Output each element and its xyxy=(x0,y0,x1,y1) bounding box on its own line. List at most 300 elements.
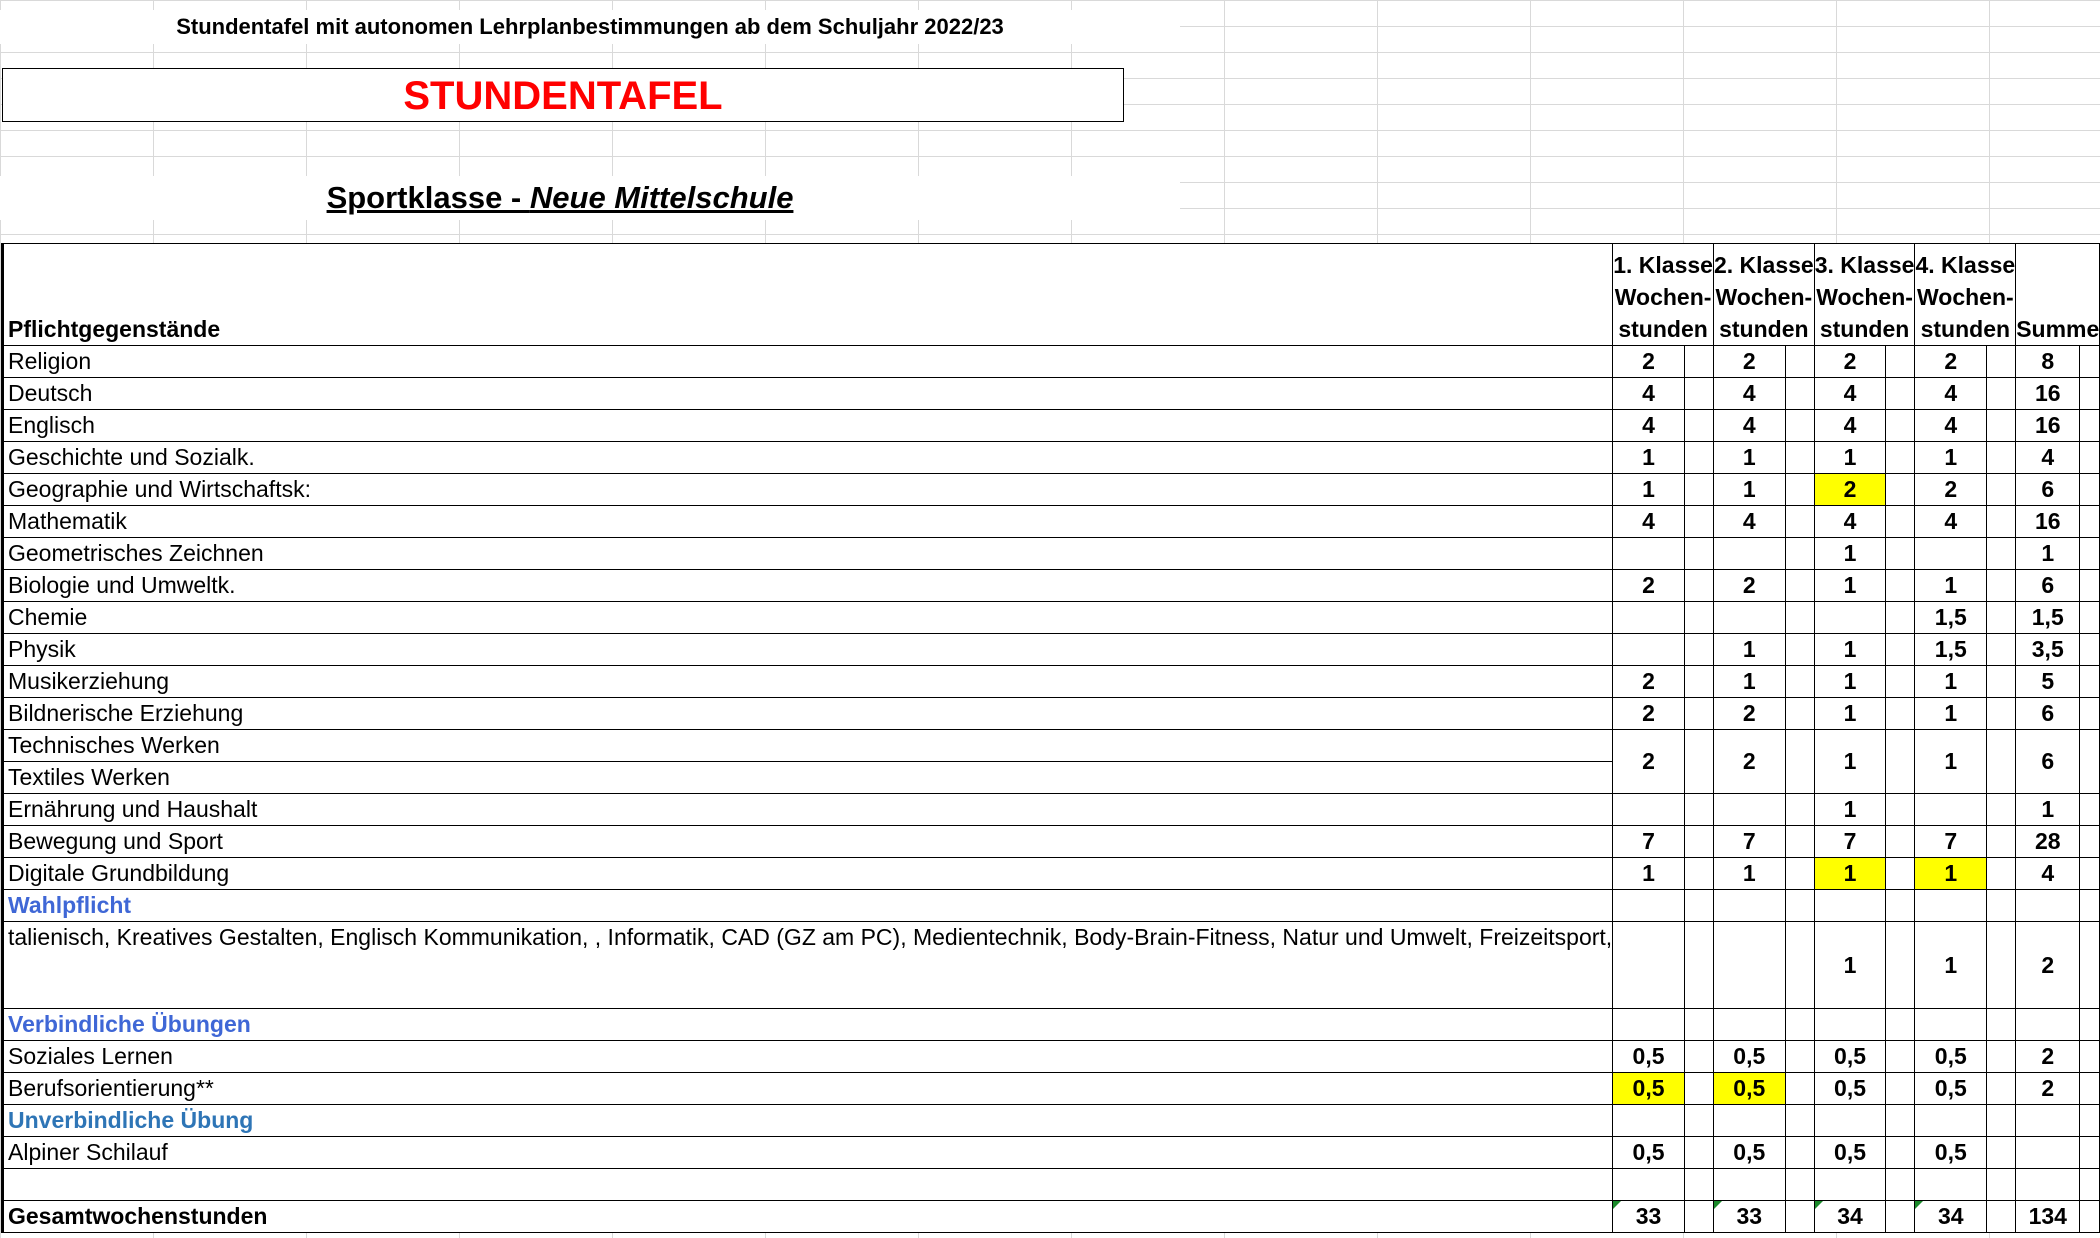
subtitle-part-b: Neue Mittelschule xyxy=(529,180,794,215)
cell-k3-highlighted[interactable]: 2 xyxy=(1814,474,1886,506)
cell-spacer[interactable] xyxy=(1886,378,1915,410)
cell-spacer[interactable] xyxy=(1987,442,2016,474)
header-class-4-line1: 4. Klasse xyxy=(1915,252,2016,278)
table-row xyxy=(3,634,2100,666)
cell-spacer[interactable] xyxy=(1684,570,1713,602)
cell-k3[interactable] xyxy=(1814,602,1886,634)
cell-k2[interactable]: 4 xyxy=(1713,378,1785,410)
cell-empty[interactable] xyxy=(1713,1105,1785,1137)
main-title: STUNDENTAFEL xyxy=(2,68,1124,122)
cell-spacer[interactable] xyxy=(1785,698,1814,730)
cell-k4[interactable]: 0,5 xyxy=(1915,1041,1987,1073)
cell-k4[interactable]: 1 xyxy=(1915,698,1987,730)
cell-spacer[interactable] xyxy=(1886,1041,1915,1073)
cell-spacer[interactable] xyxy=(1785,666,1814,698)
table-row xyxy=(3,666,2100,698)
cell-spacer[interactable] xyxy=(1684,794,1713,826)
header-subjects: Pflichtgegenstände xyxy=(3,244,1613,346)
cell-k4[interactable]: 0,5 xyxy=(1915,1137,1987,1169)
table-row xyxy=(3,730,2100,762)
cell-spacer[interactable] xyxy=(1785,1201,1814,1233)
cell-empty[interactable] xyxy=(2016,1169,2080,1201)
cell-spacer[interactable] xyxy=(1987,602,2016,634)
cell-spacer[interactable] xyxy=(1886,474,1915,506)
cell-spacer[interactable] xyxy=(1886,1105,1915,1137)
cell-empty[interactable] xyxy=(1613,890,1685,922)
cell-spacer[interactable] xyxy=(2080,378,2100,410)
subject-label: Biologie und Umweltk. xyxy=(3,570,1613,602)
cell-k2[interactable]: 1 xyxy=(1713,634,1785,666)
cell-spacer[interactable] xyxy=(1785,826,1814,858)
cell-spacer[interactable] xyxy=(1886,858,1915,890)
cell-spacer[interactable] xyxy=(1886,506,1915,538)
total-k2[interactable] xyxy=(1713,1201,1785,1233)
table-row xyxy=(3,1073,2100,1105)
section-title-wahlpflicht: Wahlpflicht xyxy=(3,890,1613,922)
cell-k3[interactable]: 1 xyxy=(1814,538,1886,570)
cell-k4[interactable]: 1 xyxy=(1915,570,1987,602)
section-row-verbindlich xyxy=(3,1009,2100,1041)
cell-k4[interactable]: 4 xyxy=(1915,410,1987,442)
section-title-unverbindlich: Unverbindliche Übung xyxy=(3,1105,1613,1137)
table-row xyxy=(3,442,2100,474)
cell-spacer[interactable] xyxy=(1785,1137,1814,1169)
cell-spacer[interactable] xyxy=(1886,1137,1915,1169)
cell-k4[interactable]: 1 xyxy=(1915,666,1987,698)
cell-spacer[interactable] xyxy=(2080,1137,2100,1169)
cell-k3[interactable]: 1 xyxy=(1814,698,1886,730)
cell-k3[interactable]: 4 xyxy=(1814,378,1886,410)
cell-spacer[interactable] xyxy=(1987,730,2016,794)
cell-spacer[interactable] xyxy=(2080,794,2100,826)
cell-spacer[interactable] xyxy=(1987,1105,2016,1137)
cell-spacer[interactable] xyxy=(1987,346,2016,378)
total-k1-value: 33 xyxy=(1635,1203,1662,1229)
cell-spacer[interactable] xyxy=(1886,1169,1915,1201)
header-class-3 xyxy=(1814,244,1915,346)
subject-label: Bewegung und Sport xyxy=(3,826,1613,858)
cell-empty[interactable] xyxy=(1814,1009,1886,1041)
cell-spacer[interactable] xyxy=(1987,1201,2016,1233)
cell-spacer[interactable] xyxy=(1684,666,1713,698)
cell-spacer[interactable] xyxy=(1987,1169,2016,1201)
cell-k1[interactable] xyxy=(1613,634,1685,666)
cell-k3-highlighted[interactable]: 1 xyxy=(1814,858,1886,890)
cell-spacer[interactable] xyxy=(2080,666,2100,698)
cell-spacer[interactable] xyxy=(1785,634,1814,666)
cell-spacer[interactable] xyxy=(1785,890,1814,922)
cell-k2[interactable]: 2 xyxy=(1713,698,1785,730)
table-row-wahlpflicht-list xyxy=(3,922,2100,1009)
cell-k1[interactable]: 7 xyxy=(1613,826,1685,858)
cell-sum[interactable]: 6 xyxy=(2016,570,2080,602)
cell-spacer[interactable] xyxy=(1987,474,2016,506)
cell-spacer[interactable] xyxy=(1684,378,1713,410)
cell-spacer[interactable] xyxy=(1785,922,1814,1009)
cell-spacer[interactable] xyxy=(1886,538,1915,570)
cell-sum[interactable]: 8 xyxy=(2016,346,2080,378)
cell-k1[interactable]: 4 xyxy=(1613,506,1685,538)
section-row-wahlpflicht xyxy=(3,890,2100,922)
cell-spacer[interactable] xyxy=(2080,698,2100,730)
formula-warning-icon xyxy=(1714,1201,1722,1209)
cell-spacer[interactable] xyxy=(1886,666,1915,698)
document-title: Stundentafel mit autonomen Lehrplanbestimmungen ab dem Schuljahr 2022/23 xyxy=(0,10,1180,44)
cell-k1[interactable]: 1 xyxy=(1613,442,1685,474)
cell-sum[interactable]: 1,5 xyxy=(2016,602,2080,634)
cell-spacer[interactable] xyxy=(1987,890,2016,922)
cell-spacer[interactable] xyxy=(2080,858,2100,890)
header-class-4 xyxy=(1915,244,2016,346)
cell-sum[interactable]: 1 xyxy=(2016,538,2080,570)
cell-empty[interactable] xyxy=(2016,1105,2080,1137)
cell-spacer[interactable] xyxy=(1785,858,1814,890)
cell-k2[interactable] xyxy=(1713,602,1785,634)
cell-k3[interactable]: 7 xyxy=(1814,826,1886,858)
cell-k2[interactable]: 7 xyxy=(1713,826,1785,858)
cell-spacer[interactable] xyxy=(2080,474,2100,506)
cell-empty[interactable] xyxy=(1814,1105,1886,1137)
cell-k4[interactable]: 1 xyxy=(1915,730,1987,794)
cell-sum[interactable]: 6 xyxy=(2016,474,2080,506)
section-title-verbindlich: Verbindliche Übungen xyxy=(3,1009,1613,1041)
cell-spacer[interactable] xyxy=(1785,1169,1814,1201)
cell-k4[interactable]: 2 xyxy=(1915,474,1987,506)
subject-label: Physik xyxy=(3,634,1613,666)
cell-spacer[interactable] xyxy=(1785,442,1814,474)
cell-spacer[interactable] xyxy=(1886,570,1915,602)
cell-k4[interactable]: 7 xyxy=(1915,826,1987,858)
cell-spacer[interactable] xyxy=(1785,1105,1814,1137)
cell-k3[interactable]: 1 xyxy=(1814,570,1886,602)
cell-spacer[interactable] xyxy=(1886,826,1915,858)
total-k3[interactable] xyxy=(1814,1201,1886,1233)
cell-spacer[interactable] xyxy=(1987,634,2016,666)
cell-k2[interactable]: 1 xyxy=(1713,442,1785,474)
cell-k1[interactable] xyxy=(1613,602,1685,634)
cell-spacer[interactable] xyxy=(1987,1073,2016,1105)
cell-spacer[interactable] xyxy=(1684,506,1713,538)
cell-k2[interactable]: 0,5 xyxy=(1713,1137,1785,1169)
table-row xyxy=(3,410,2100,442)
subject-label: Geographie und Wirtschaftsk: xyxy=(3,474,1613,506)
cell-spacer[interactable] xyxy=(1886,634,1915,666)
cell-spacer[interactable] xyxy=(2080,410,2100,442)
cell-spacer[interactable] xyxy=(1886,1201,1915,1233)
header-class-3-line1: 3. Klasse xyxy=(1814,252,1915,278)
wahlpflicht-subject-list: talienisch, Kreatives Gestalten, Englisch Kommunikation, , Informatik, CAD (GZ am PC), Medientechnik, Body-Brain-Fitness, Natur und Umwelt, Freizeitsport, xyxy=(3,922,1613,1009)
subject-label: Soziales Lernen xyxy=(3,1041,1613,1073)
cell-spacer[interactable] xyxy=(1987,1041,2016,1073)
table-row xyxy=(3,826,2100,858)
cell-sum[interactable]: 6 xyxy=(2016,730,2080,794)
cell-spacer[interactable] xyxy=(1684,1041,1713,1073)
cell-spacer[interactable] xyxy=(1684,602,1713,634)
cell-spacer[interactable] xyxy=(1684,538,1713,570)
cell-k2[interactable]: 1 xyxy=(1713,474,1785,506)
cell-empty[interactable] xyxy=(1713,1009,1785,1041)
cell-k3[interactable]: 2 xyxy=(1814,346,1886,378)
cell-spacer[interactable] xyxy=(2080,1073,2100,1105)
cell-spacer[interactable] xyxy=(1785,1041,1814,1073)
cell-k2[interactable]: 1 xyxy=(1713,858,1785,890)
cell-spacer[interactable] xyxy=(1684,922,1713,1009)
timetable xyxy=(1,243,2100,1233)
cell-spacer[interactable] xyxy=(1785,730,1814,794)
cell-spacer[interactable] xyxy=(1987,794,2016,826)
cell-spacer[interactable] xyxy=(1987,698,2016,730)
cell-k1[interactable]: 2 xyxy=(1613,570,1685,602)
total-k3-value: 34 xyxy=(1837,1203,1863,1229)
cell-k4[interactable]: 2 xyxy=(1915,346,1987,378)
cell-spacer[interactable] xyxy=(2080,442,2100,474)
cell-spacer[interactable] xyxy=(1785,1073,1814,1105)
cell-spacer[interactable] xyxy=(2080,506,2100,538)
header-class-4-line2: Wochen- xyxy=(1916,284,2014,310)
subject-label: Ernährung und Haushalt xyxy=(3,794,1613,826)
cell-k3[interactable]: 1 xyxy=(1814,922,1886,1009)
cell-k4[interactable]: 4 xyxy=(1915,378,1987,410)
cell-sum[interactable]: 1 xyxy=(2016,794,2080,826)
table-row xyxy=(3,346,2100,378)
total-k4[interactable] xyxy=(1915,1201,1987,1233)
cell-sum[interactable]: 4 xyxy=(2016,858,2080,890)
cell-k2-highlighted[interactable]: 0,5 xyxy=(1713,1073,1785,1105)
cell-spacer[interactable] xyxy=(1987,922,2016,1009)
cell-spacer[interactable] xyxy=(2080,634,2100,666)
cell-spacer[interactable] xyxy=(1684,730,1713,794)
cell-k1[interactable]: 1 xyxy=(1613,474,1685,506)
cell-spacer[interactable] xyxy=(1684,1137,1713,1169)
cell-spacer[interactable] xyxy=(1684,698,1713,730)
total-k1[interactable] xyxy=(1613,1201,1685,1233)
cell-k1[interactable] xyxy=(1613,538,1685,570)
cell-empty[interactable] xyxy=(1915,1009,1987,1041)
cell-spacer[interactable] xyxy=(2080,826,2100,858)
cell-k2[interactable]: 1 xyxy=(1713,666,1785,698)
cell-spacer[interactable] xyxy=(1886,922,1915,1009)
cell-k1[interactable]: 2 xyxy=(1613,698,1685,730)
cell-spacer[interactable] xyxy=(1886,410,1915,442)
cell-k1-highlighted[interactable]: 0,5 xyxy=(1613,1073,1685,1105)
cell-spacer[interactable] xyxy=(1886,346,1915,378)
table-row xyxy=(3,602,2100,634)
cell-spacer[interactable] xyxy=(2080,346,2100,378)
cell-sum[interactable]: 2 xyxy=(2016,922,2080,1009)
cell-sum[interactable]: 6 xyxy=(2016,698,2080,730)
cell-spacer[interactable] xyxy=(1987,378,2016,410)
cell-spacer[interactable] xyxy=(1987,1137,2016,1169)
cell-empty[interactable] xyxy=(1713,1169,1785,1201)
cell-k1[interactable]: 0,5 xyxy=(1613,1137,1685,1169)
cell-spacer[interactable] xyxy=(1684,346,1713,378)
cell-sum[interactable]: 2 xyxy=(2016,1041,2080,1073)
cell-spacer[interactable] xyxy=(2080,730,2100,794)
cell-empty[interactable] xyxy=(1814,890,1886,922)
cell-spacer[interactable] xyxy=(1886,890,1915,922)
cell-spacer[interactable] xyxy=(1684,1201,1713,1233)
cell-spacer[interactable] xyxy=(1987,826,2016,858)
header-class-1-line3: stunden xyxy=(1618,316,1708,342)
cell-empty[interactable] xyxy=(1915,890,1987,922)
cell-empty[interactable] xyxy=(1713,890,1785,922)
table-row xyxy=(3,794,2100,826)
cell-spacer[interactable] xyxy=(1886,602,1915,634)
cell-sum[interactable]: 3,5 xyxy=(2016,634,2080,666)
table-row xyxy=(3,858,2100,890)
cell-k4[interactable]: 1 xyxy=(1915,922,1987,1009)
cell-spacer[interactable] xyxy=(2080,538,2100,570)
cell-spacer[interactable] xyxy=(1886,794,1915,826)
cell-spacer[interactable] xyxy=(2080,1201,2100,1233)
cell-sum[interactable]: 16 xyxy=(2016,506,2080,538)
cell-k3[interactable]: 4 xyxy=(1814,410,1886,442)
cell-k2[interactable]: 2 xyxy=(1713,570,1785,602)
cell-k3[interactable]: 0,5 xyxy=(1814,1137,1886,1169)
cell-k4[interactable]: 0,5 xyxy=(1915,1073,1987,1105)
cell-sum[interactable]: 16 xyxy=(2016,378,2080,410)
subject-label: Digitale Grundbildung xyxy=(3,858,1613,890)
cell-empty[interactable] xyxy=(1915,1105,1987,1137)
cell-k2[interactable]: 0,5 xyxy=(1713,1041,1785,1073)
cell-empty[interactable] xyxy=(1613,1169,1685,1201)
cell-k1[interactable]: 0,5 xyxy=(1613,1041,1685,1073)
cell-spacer[interactable] xyxy=(1987,570,2016,602)
cell-k1[interactable]: 2 xyxy=(1613,346,1685,378)
cell-k3[interactable]: 4 xyxy=(1814,506,1886,538)
formula-warning-icon xyxy=(1915,1201,1923,1209)
cell-k2[interactable]: 2 xyxy=(1713,346,1785,378)
total-k2-value: 33 xyxy=(1736,1203,1763,1229)
cell-spacer[interactable] xyxy=(1684,890,1713,922)
cell-spacer[interactable] xyxy=(1684,1169,1713,1201)
cell-k3[interactable]: 1 xyxy=(1814,794,1886,826)
cell-k1[interactable]: 1 xyxy=(1613,858,1685,890)
cell-sum[interactable]: 5 xyxy=(2016,666,2080,698)
cell-k2[interactable]: 4 xyxy=(1713,410,1785,442)
cell-spacer[interactable] xyxy=(1785,1009,1814,1041)
cell-empty[interactable] xyxy=(1814,1169,1886,1201)
cell-k2[interactable] xyxy=(1713,794,1785,826)
cell-k3[interactable]: 0,5 xyxy=(1814,1073,1886,1105)
cell-k1[interactable] xyxy=(1613,794,1685,826)
cell-spacer[interactable] xyxy=(1886,1009,1915,1041)
cell-sum[interactable]: 2 xyxy=(2016,1073,2080,1105)
cell-sum[interactable]: 28 xyxy=(2016,826,2080,858)
cell-spacer[interactable] xyxy=(1785,538,1814,570)
cell-spacer[interactable] xyxy=(1886,442,1915,474)
cell-k3[interactable]: 0,5 xyxy=(1814,1041,1886,1073)
cell-spacer[interactable] xyxy=(2080,890,2100,922)
cell-spacer[interactable] xyxy=(1987,858,2016,890)
cell-spacer[interactable] xyxy=(1785,474,1814,506)
cell-empty[interactable] xyxy=(2016,890,2080,922)
cell-spacer[interactable] xyxy=(1987,506,2016,538)
cell-k1[interactable]: 4 xyxy=(1613,410,1685,442)
cell-k2[interactable] xyxy=(1713,922,1785,1009)
cell-empty[interactable] xyxy=(1613,1105,1685,1137)
cell-spacer[interactable] xyxy=(1987,666,2016,698)
cell-spacer[interactable] xyxy=(1684,1009,1713,1041)
cell-spacer[interactable] xyxy=(1987,1009,2016,1041)
cell-spacer[interactable] xyxy=(1684,858,1713,890)
table-row xyxy=(3,570,2100,602)
cell-k2[interactable]: 4 xyxy=(1713,506,1785,538)
cell-spacer[interactable] xyxy=(1684,1105,1713,1137)
cell-k4[interactable]: 1,5 xyxy=(1915,634,1987,666)
cell-sum[interactable]: 16 xyxy=(2016,410,2080,442)
cell-spacer[interactable] xyxy=(1785,602,1814,634)
cell-spacer[interactable] xyxy=(1886,730,1915,794)
cell-k1[interactable]: 2 xyxy=(1613,730,1685,794)
cell-spacer[interactable] xyxy=(2080,1105,2100,1137)
total-sum[interactable]: 134 xyxy=(2016,1201,2080,1233)
cell-k4[interactable]: 1 xyxy=(1915,442,1987,474)
cell-k1[interactable]: 2 xyxy=(1613,666,1685,698)
cell-k3[interactable]: 1 xyxy=(1814,442,1886,474)
cell-k1[interactable]: 4 xyxy=(1613,378,1685,410)
cell-spacer[interactable] xyxy=(1886,1073,1915,1105)
cell-spacer[interactable] xyxy=(2080,922,2100,1009)
cell-spacer[interactable] xyxy=(1684,442,1713,474)
cell-k4[interactable]: 4 xyxy=(1915,506,1987,538)
cell-spacer[interactable] xyxy=(1785,346,1814,378)
cell-empty[interactable] xyxy=(1915,1169,1987,1201)
cell-k4-highlighted[interactable]: 1 xyxy=(1915,858,1987,890)
cell-k2[interactable]: 2 xyxy=(1713,730,1785,794)
cell-spacer[interactable] xyxy=(1886,698,1915,730)
cell-k4[interactable] xyxy=(1915,538,1987,570)
cell-spacer[interactable] xyxy=(1785,410,1814,442)
subject-label: Chemie xyxy=(3,602,1613,634)
header-class-2-line2: Wochen- xyxy=(1715,284,1813,310)
cell-k3[interactable]: 1 xyxy=(1814,634,1886,666)
cell-spacer[interactable] xyxy=(2080,1041,2100,1073)
cell-k4[interactable] xyxy=(1915,794,1987,826)
cell-sum[interactable] xyxy=(2016,1137,2080,1169)
cell-spacer[interactable] xyxy=(2080,1169,2100,1201)
cell-k3[interactable]: 1 xyxy=(1814,666,1886,698)
cell-spacer[interactable] xyxy=(1987,410,2016,442)
cell-spacer[interactable] xyxy=(1684,474,1713,506)
cell-spacer[interactable] xyxy=(1785,506,1814,538)
cell-k3[interactable]: 1 xyxy=(1814,730,1886,794)
cell-spacer[interactable] xyxy=(1987,538,2016,570)
subtitle-part-a: Sportklasse - xyxy=(326,180,530,215)
cell-spacer[interactable] xyxy=(1785,378,1814,410)
cell-empty[interactable] xyxy=(1613,1009,1685,1041)
cell-empty[interactable] xyxy=(3,1169,1613,1201)
cell-k1[interactable] xyxy=(1613,922,1685,1009)
cell-spacer[interactable] xyxy=(1785,794,1814,826)
cell-empty[interactable] xyxy=(2016,1009,2080,1041)
cell-spacer[interactable] xyxy=(1684,634,1713,666)
table-row xyxy=(3,378,2100,410)
header-class-2-line1: 2. Klasse xyxy=(1713,252,1814,278)
cell-k4[interactable]: 1,5 xyxy=(1915,602,1987,634)
cell-spacer[interactable] xyxy=(1684,410,1713,442)
cell-sum[interactable]: 4 xyxy=(2016,442,2080,474)
cell-spacer[interactable] xyxy=(1684,1073,1713,1105)
table-row xyxy=(3,506,2100,538)
cell-spacer[interactable] xyxy=(2080,1009,2100,1041)
header-class-1 xyxy=(1613,244,1714,346)
cell-spacer[interactable] xyxy=(2080,602,2100,634)
cell-spacer[interactable] xyxy=(1684,826,1713,858)
cell-spacer[interactable] xyxy=(2080,570,2100,602)
cell-k2[interactable] xyxy=(1713,538,1785,570)
cell-spacer[interactable] xyxy=(1785,570,1814,602)
